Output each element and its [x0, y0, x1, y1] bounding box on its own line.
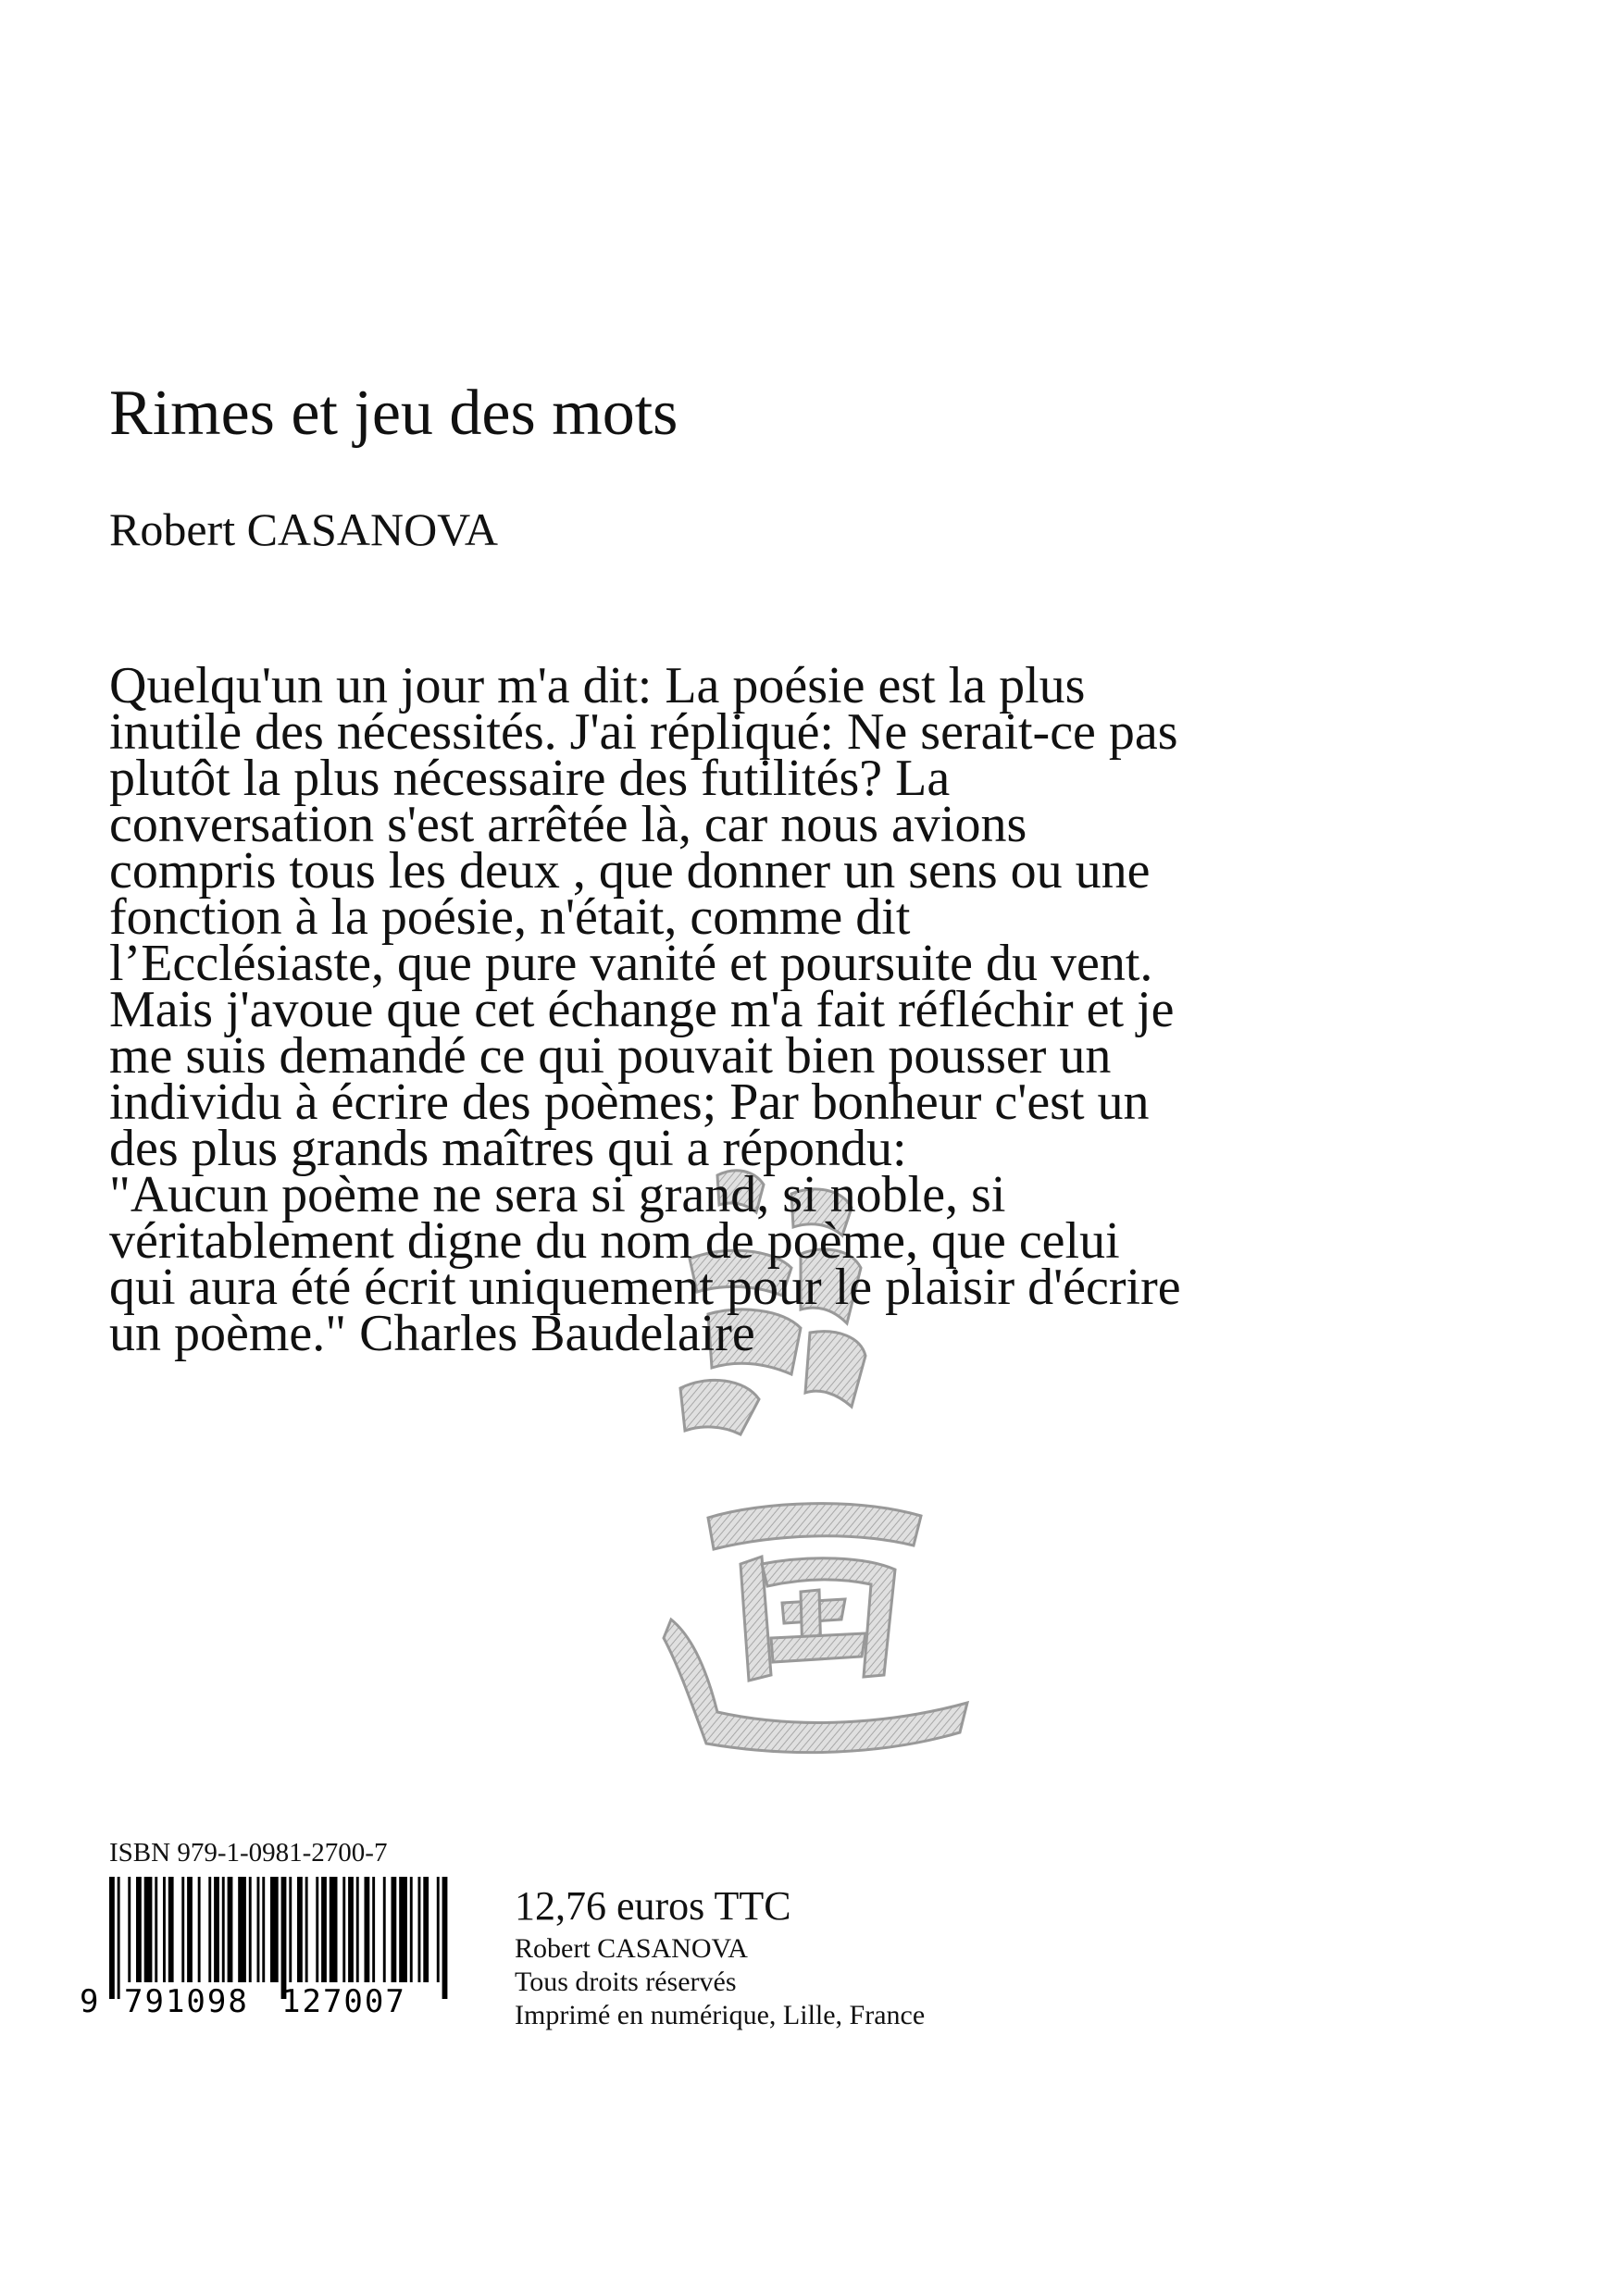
rights-notice: Tous droits réservés [515, 1967, 737, 1998]
printer-notice: Imprimé en numérique, Lille, France [515, 2000, 926, 2031]
barcode-bar [372, 1877, 375, 1982]
calligraphy-lower-character [664, 1504, 967, 1753]
barcode-bar [321, 1877, 327, 1982]
barcode-bar [228, 1877, 233, 1982]
barcode-bar [297, 1877, 303, 1982]
blurb-quote: "Aucun poème ne sera si grand, si noble, si véritablement digne du nom de poème, que celui qui aura été écrit uniquement pour le plaisir d'écrire un poème." Charles Baudelaire [109, 1166, 1181, 1362]
barcode-bar [348, 1877, 354, 1982]
barcode-bar [418, 1877, 421, 1982]
barcode-bars [109, 1877, 447, 1999]
barcode-left-digits: 791098 [124, 1983, 249, 2016]
colophon [515, 1884, 925, 2032]
barcode-bar [187, 1877, 193, 1982]
barcode-bar [356, 1877, 359, 1982]
price-label: 12,76 euros TTC [515, 1883, 791, 1929]
barcode-bar [383, 1877, 386, 1982]
isbn-label: ISBN 979-1-0981-2700-7 [109, 1838, 388, 1868]
barcode-bar [238, 1877, 246, 1982]
barcode-bar [136, 1877, 142, 1982]
book-title: Rimes et jeu des mots [109, 378, 678, 449]
barcode-bar [270, 1877, 279, 1982]
barcode-bar [144, 1877, 153, 1982]
barcode-bar [423, 1877, 429, 1982]
barcode-bar [257, 1877, 260, 1982]
barcode-bar [262, 1877, 265, 1982]
back-cover-blurb [109, 657, 1183, 1362]
barcode-first-digit: 9 [80, 1983, 99, 2016]
barcode-bar [128, 1877, 131, 1982]
barcode-bar [155, 1877, 157, 1982]
blurb-paragraph: Quelqu'un un jour m'a dit: La poésie est la plus inutile des nécessités. J'ai répliqué: Ne serait-ce pas plutôt la plus nécessaire des futilités? La conversation s'est arrêtée là, car nous avions compris tous les deux , que donner un sens ou une fonction à la poésie, n'était, comme dit l’Ecclésiaste, que pure vanité et poursuite du vent. Mais j'avoue que cet échange m'a fait réfléchir et je me suis demandé ce qui pouvait bien pousser un individu à écrire des poèmes; Par bonheur c'est un des plus grands maîtres qui a répondu: [109, 657, 1178, 1177]
barcode-bar [392, 1877, 397, 1982]
barcode-bar [249, 1877, 252, 1982]
barcode-bar [330, 1877, 338, 1982]
book-author: Robert CASANOVA [109, 503, 498, 555]
barcode-bar [316, 1877, 318, 1982]
barcode-right-digits: 127007 [281, 1983, 406, 2016]
barcode-bar [365, 1877, 370, 1982]
barcode-bar [410, 1877, 413, 1982]
barcode-bar [208, 1877, 211, 1982]
barcode-bar [198, 1877, 201, 1982]
barcode-bar [399, 1877, 407, 1982]
barcode-bar [442, 1877, 448, 1999]
barcode-bar [181, 1877, 184, 1982]
barcode-bar [118, 1877, 120, 1999]
barcode-bar [222, 1877, 225, 1982]
isbn-barcode [76, 1877, 455, 2016]
barcode-bar [305, 1877, 308, 1982]
barcode-bar [214, 1877, 219, 1982]
barcode-bar [437, 1877, 440, 1982]
publisher-name: Robert CASANOVA [515, 1933, 748, 1965]
barcode-bar [342, 1877, 345, 1982]
barcode-bar [109, 1877, 115, 1999]
barcode-bar [168, 1877, 174, 1982]
barcode-bar [163, 1877, 166, 1982]
barcode-bar [281, 1877, 287, 1999]
barcode-bar [289, 1877, 292, 1982]
